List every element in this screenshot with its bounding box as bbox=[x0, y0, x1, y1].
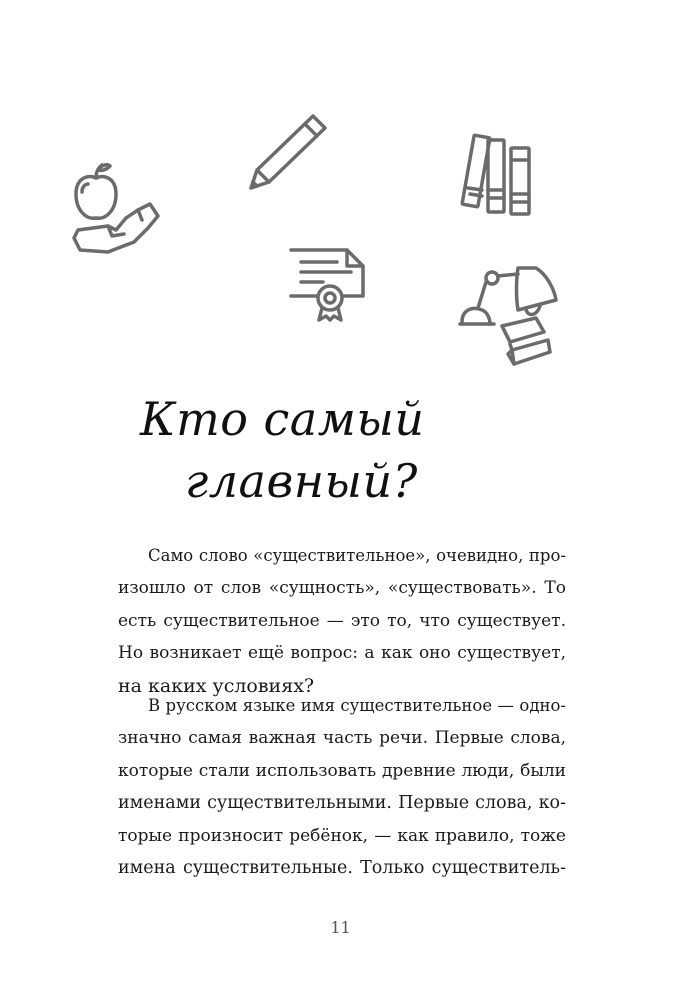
paragraph-2 bbox=[118, 690, 566, 884]
chapter-title bbox=[0, 388, 681, 518]
text-line: на каких условиях? bbox=[118, 674, 315, 697]
pencil-icon bbox=[247, 112, 332, 192]
chapter-title-line-2: главный? bbox=[185, 454, 418, 508]
text-line: которые стали использовать древние люди, были bbox=[118, 760, 566, 781]
certificate-icon bbox=[287, 246, 369, 322]
text-line: В русском языке имя существительное — одно- bbox=[148, 696, 566, 715]
page-number: 11 bbox=[330, 918, 351, 937]
apple-hand-icon bbox=[68, 160, 163, 260]
text-line: торые произносит ребёнок, — как правило, тоже bbox=[118, 825, 566, 846]
desk-lamp-books-icon bbox=[456, 264, 560, 370]
text-line: имена существительные. Только существитель- bbox=[118, 858, 566, 879]
books-icon bbox=[458, 130, 538, 218]
text-line: именами существительными. Первые слова, ко- bbox=[118, 793, 566, 814]
text-line: есть существительное — это то, что существует. bbox=[118, 610, 566, 631]
paragraph-1 bbox=[118, 540, 566, 702]
text-line: Но возникает ещё вопрос: а как оно существует, bbox=[118, 643, 566, 664]
text-line: значно самая важная часть речи. Первые слова, bbox=[118, 728, 566, 749]
text-line: Само слово «существительное», очевидно, про- bbox=[148, 546, 566, 565]
chapter-title-line-1: Кто самый bbox=[140, 392, 425, 446]
text-line: изошло от слов «сущность», «существовать». То bbox=[118, 578, 566, 599]
